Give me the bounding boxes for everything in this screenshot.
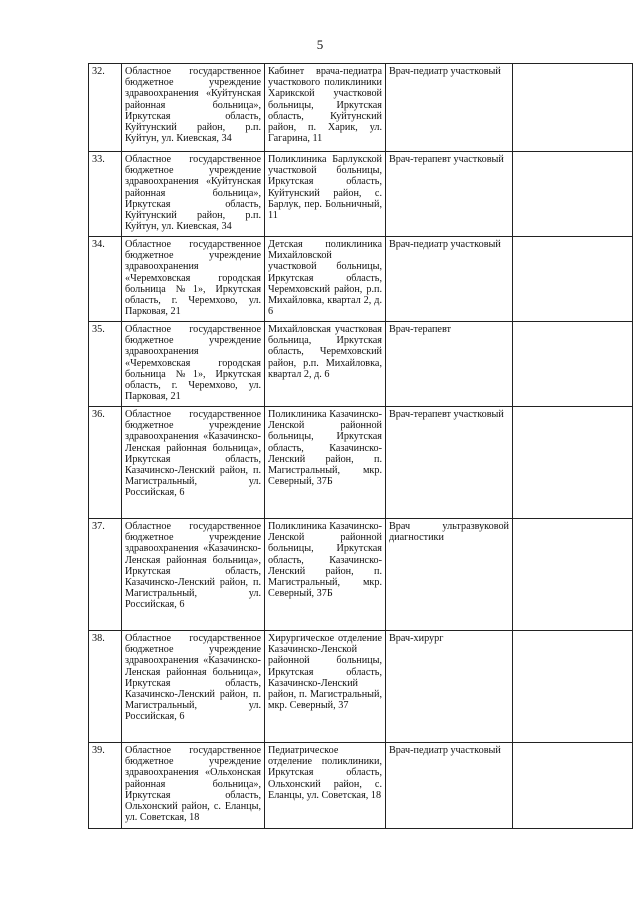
organization-cell: Областное государственное бюджетное учреждение здравоохранения «Казачинско-Ленская районная больница», Иркутская область, Казачинско-Ленский район, п. Магистральный, ул. Российская, 6 — [122, 631, 265, 743]
table-row — [89, 631, 633, 743]
organization-cell: Областное государственное бюджетное учреждение здравоохранения «Черемховская городская больница №1», Иркутская область, г. Черемхово, ул. Парковая, 21 — [122, 237, 265, 322]
table-row — [89, 519, 633, 631]
address-cell: Поликлиника Казачинско-Ленской районной больницы, Иркутская область, Казачинско-Ленский район, п. Магистральный, мкр. Северный, 37Б — [265, 519, 386, 631]
page-number: 5 — [316, 37, 324, 52]
row-number: 33. — [89, 152, 122, 237]
specialty-cell: Врач-терапевт участковый — [386, 152, 513, 237]
specialty-cell: Врач-терапевт участковый — [386, 407, 513, 519]
specialty-cell: Врач-хирург — [386, 631, 513, 743]
table-row — [89, 64, 633, 152]
organization-cell: Областное государственное бюджетное учреждение здравоохранения «Казачинско-Ленская районная больница», Иркутская область, Казачинско-Ленский район, п. Магистральный, ул. Российская, 6 — [122, 407, 265, 519]
row-number: 36. — [89, 407, 122, 519]
address-cell: Михайловская участковая больница, Иркутская область, Черемховский район, р.п. Михайловка, квартал 2, д. 6 — [265, 322, 386, 407]
organization-cell: Областное государственное бюджетное учреждение здравоохранения «Куйтунская районная больница», Иркутская область, Куйтунский район, р.п. Куйтун, ул. Киевская, 34 — [122, 152, 265, 237]
address-cell: Кабинет врача-педиатра участкового поликлиники Харикской участковой больницы, Иркутская область, Куйтунский район, п. Харик, ул. Гагарина, 11 — [265, 64, 386, 152]
specialty-cell: Врач ультразвуковой диагностики — [386, 519, 513, 631]
table-row — [89, 743, 633, 829]
row-number: 32. — [89, 64, 122, 152]
table-row — [89, 407, 633, 519]
table-row — [89, 322, 633, 407]
specialty-cell: Врач-педиатр участковый — [386, 237, 513, 322]
extra-cell — [513, 152, 633, 237]
address-cell: Педиатрическое отделение поликлиники, Иркутская область, Ольхонский район, с. Еланцы, ул. Советская, 18 — [265, 743, 386, 829]
extra-cell — [513, 322, 633, 407]
address-cell: Хирургическое отделение Казачинско-Ленской районной больницы, Иркутская область, Казачинско-Ленский район, п. Магистральный, мкр. Северный, 37 — [265, 631, 386, 743]
extra-cell — [513, 519, 633, 631]
extra-cell — [513, 237, 633, 322]
address-cell: Поликлиника Казачинско-Ленской районной больницы, Иркутская область, Казачинско-Ленский район, п. Магистральный, мкр. Северный, 37Б — [265, 407, 386, 519]
specialty-cell: Врач-педиатр участковый — [386, 64, 513, 152]
organization-cell: Областное государственное бюджетное учреждение здравоохранения «Черемховская городская больница №1», Иркутская область, г. Черемхово, ул. Парковая, 21 — [122, 322, 265, 407]
organization-cell: Областное государственное бюджетное учреждение здравоохранения «Куйтунская районная больница», Иркутская область, Куйтунский район, р.п. Куйтун, ул. Киевская, 34 — [122, 64, 265, 152]
row-number: 37. — [89, 519, 122, 631]
row-number: 38. — [89, 631, 122, 743]
extra-cell — [513, 631, 633, 743]
row-number: 34. — [89, 237, 122, 322]
address-cell: Детская поликлиника Михайловской участковой больницы, Иркутская область, Черемховский район, р.п. Михайловка, квартал 2, д. 6 — [265, 237, 386, 322]
row-number: 35. — [89, 322, 122, 407]
row-number: 39. — [89, 743, 122, 829]
extra-cell — [513, 743, 633, 829]
extra-cell — [513, 407, 633, 519]
organization-cell: Областное государственное бюджетное учреждение здравоохранения «Ольхонская районная больница», Иркутская область, Ольхонский район, с. Еланцы, ул. Советская, 18 — [122, 743, 265, 829]
table-row — [89, 237, 633, 322]
organization-cell: Областное государственное бюджетное учреждение здравоохранения «Казачинско-Ленская районная больница», Иркутская область, Казачинско-Ленский район, п. Магистральный, ул. Российская, 6 — [122, 519, 265, 631]
table-row — [89, 152, 633, 237]
extra-cell — [513, 64, 633, 152]
specialty-cell: Врач-педиатр участковый — [386, 743, 513, 829]
specialty-cell: Врач-терапевт — [386, 322, 513, 407]
address-cell: Поликлиника Барлукской участковой больницы, Иркутская область, Куйтунский район, с. Барлук, пер. Больничный, 11 — [265, 152, 386, 237]
vacancy-table — [88, 63, 633, 829]
